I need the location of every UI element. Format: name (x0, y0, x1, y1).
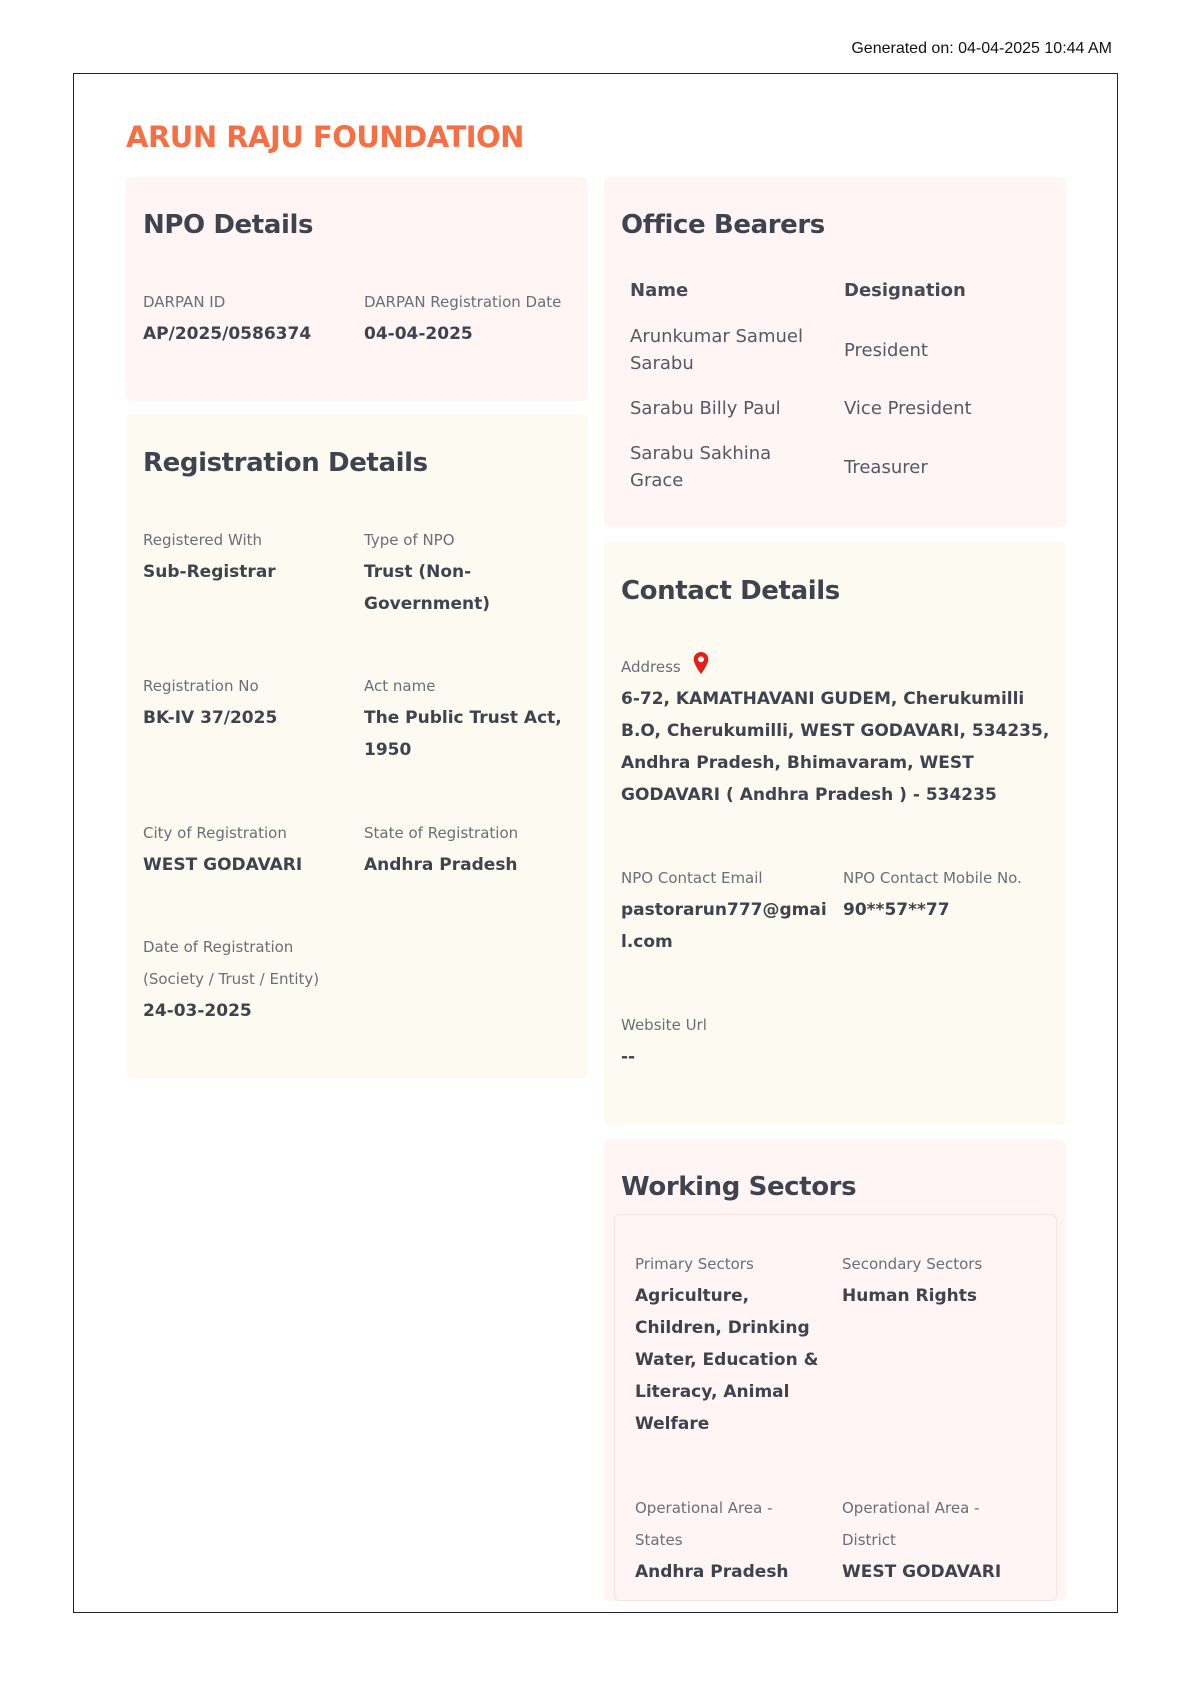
secondary-sectors-value: Human Rights (842, 1286, 977, 1306)
darpan-reg-date-value: 04-04-2025 (364, 324, 473, 344)
operational-states-label-line1: Operational Area - (635, 1499, 773, 1517)
location-pin-icon (690, 651, 712, 675)
npo-type-value-line2: Government) (364, 594, 490, 614)
contact-mobile-value: 90**57**77 (843, 900, 950, 920)
city-of-registration-label: City of Registration (143, 824, 287, 842)
primary-sector-line: Water, Education & (635, 1350, 819, 1370)
bearer-name-line2: Sarabu (630, 353, 694, 374)
contact-email-value-line2: l.com (621, 932, 673, 952)
primary-sector-line: Literacy, Animal (635, 1382, 790, 1402)
operational-district-label-line1: Operational Area - (842, 1499, 980, 1517)
operational-states-label-line2: States (635, 1531, 683, 1549)
state-of-registration-label: State of Registration (364, 824, 519, 842)
address-line: Andhra Pradesh, Bhimavaram, WEST (621, 753, 974, 773)
operational-district-label-line2: District (842, 1531, 896, 1549)
bearer-designation: President (844, 340, 928, 361)
act-name-value-line2: 1950 (364, 740, 412, 760)
address-line: B.O, Cherukumilli, WEST GODAVARI, 534235, (621, 721, 1050, 741)
bearer-name-line1: Sarabu Billy Paul (630, 398, 781, 419)
darpan-reg-date-label: DARPAN Registration Date (364, 293, 562, 311)
registered-with-label: Registered With (143, 531, 263, 549)
bearer-designation: Vice President (844, 398, 972, 419)
operational-states-value: Andhra Pradesh (635, 1562, 789, 1582)
darpan-id-label: DARPAN ID (143, 293, 226, 311)
primary-sectors-label: Primary Sectors (635, 1255, 754, 1273)
contact-mobile-label: NPO Contact Mobile No. (843, 869, 1022, 887)
secondary-sectors-label: Secondary Sectors (842, 1255, 983, 1273)
date-of-registration-label-line2: (Society / Trust / Entity) (143, 970, 320, 988)
website-url-label: Website Url (621, 1016, 707, 1034)
npo-details-title: NPO Details (143, 210, 314, 240)
registration-no-value: BK-IV 37/2025 (143, 708, 278, 728)
bearer-designation: Treasurer (844, 457, 928, 478)
bearer-name-line1: Sarabu Sakhina (630, 443, 772, 464)
npo-type-label: Type of NPO (364, 531, 455, 549)
bearer-name-line2: Grace (630, 470, 684, 491)
act-name-label: Act name (364, 677, 436, 695)
state-of-registration-value: Andhra Pradesh (364, 855, 518, 875)
working-sectors-title: Working Sectors (621, 1172, 857, 1202)
address-line: GODAVARI ( Andhra Pradesh ) - 534235 (621, 785, 997, 805)
contact-email-value-line1: pastorarun777@gmai (621, 900, 827, 920)
registration-no-label: Registration No (143, 677, 259, 695)
office-bearers-title: Office Bearers (621, 210, 825, 240)
name-column-header: Name (630, 280, 689, 301)
city-of-registration-value: WEST GODAVARI (143, 855, 303, 875)
address-label: Address (621, 658, 681, 676)
contact-details-title: Contact Details (621, 576, 840, 606)
date-of-registration-label-line1: Date of Registration (143, 938, 294, 956)
primary-sector-line: Children, Drinking (635, 1318, 810, 1338)
organization-name: ARUN RAJU FOUNDATION (126, 120, 524, 154)
darpan-id-value: AP/2025/0586374 (143, 324, 312, 344)
designation-column-header: Designation (844, 280, 966, 301)
date-of-registration-value: 24-03-2025 (143, 1001, 252, 1021)
registered-with-value: Sub-Registrar (143, 562, 276, 582)
operational-district-value: WEST GODAVARI (842, 1562, 1002, 1582)
npo-type-value-line1: Trust (Non- (364, 562, 472, 582)
generated-timestamp: Generated on: 04-04-2025 10:44 AM (851, 40, 1112, 57)
primary-sector-line: Welfare (635, 1414, 710, 1434)
primary-sector-line: Agriculture, (635, 1286, 750, 1306)
act-name-value-line1: The Public Trust Act, (364, 708, 562, 728)
bearer-name-line1: Arunkumar Samuel (630, 326, 803, 347)
address-line: 6-72, KAMATHAVANI GUDEM, Cherukumilli (621, 689, 1025, 709)
website-url-value: -- (621, 1047, 636, 1067)
contact-email-label: NPO Contact Email (621, 869, 763, 887)
registration-details-title: Registration Details (143, 448, 428, 478)
